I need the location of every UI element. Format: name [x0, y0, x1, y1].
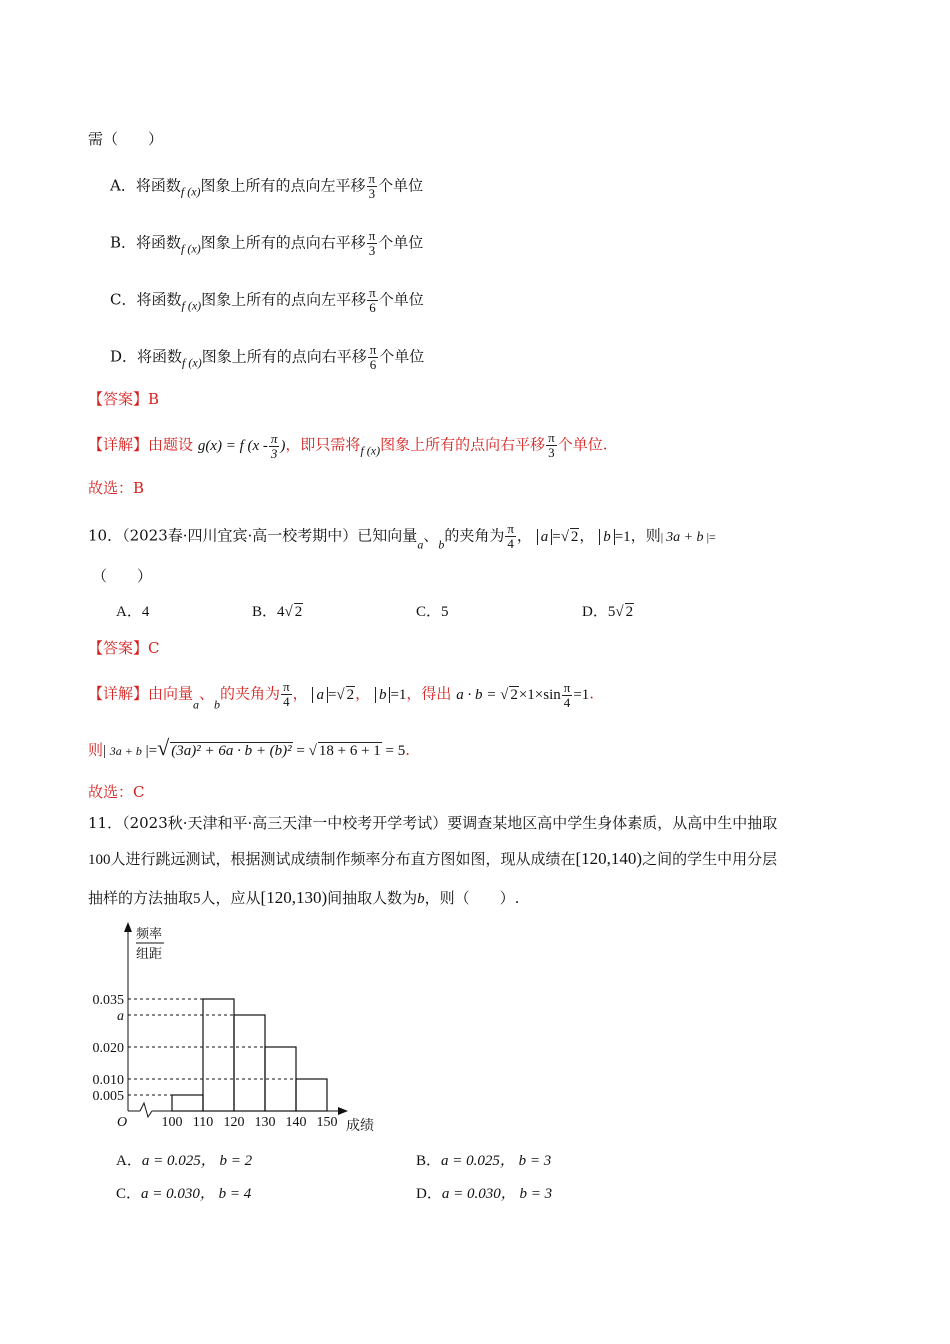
x-axis-arrow — [338, 1107, 348, 1115]
b-magnitude: b =1 — [375, 687, 406, 703]
option-letter: D． — [110, 347, 138, 366]
q9-option-c: C．将函数$_{f (x)}$图象上所有的点向左平移 $\frac{\pi}{6}$ 个单位 — [110, 285, 424, 315]
x-tick-label: 130 — [254, 1115, 276, 1130]
option-letter: B． — [110, 233, 137, 252]
q9-choice: 故选：B — [88, 479, 145, 497]
x-tick-label: 150 — [316, 1115, 338, 1130]
q11-line1: 11．（2023秋·天津和平·高三天津一中校考开学考试）要调查某地区高中学生身体素质，从高中生中抽取 — [88, 814, 778, 832]
q9-answer: 【答案】B — [88, 390, 160, 408]
q11-line3: 抽样的方法抽取5人，应从[120,130)间抽取人数为b，则（ ）. — [88, 888, 520, 907]
y-tick-label: 0.020 — [92, 1041, 124, 1056]
option-letter: A． — [110, 176, 136, 195]
y-tick-label: 0.035 — [92, 993, 124, 1008]
histogram-bar — [234, 1015, 265, 1111]
q10-stem: 10．（2023春·四川宜宾·高一校考期中）已知向量$_a$、$_b$的夹角为 $\frac{\pi}{4}$ ， a =√ 2， b =1，则| 3a + b |= — [88, 521, 716, 552]
y-tick-label: 0.010 — [92, 1073, 124, 1088]
q10-option-d: D．5√ 2 — [582, 604, 634, 620]
q9-option-a: A．将函数$_{f (x)}$图象上所有的点向左平移 $\frac{\pi}{3}$ 个单位 — [110, 171, 424, 201]
x-tick-label: 110 — [192, 1115, 214, 1130]
fraction: $\frac{\pi}{3}$ — [368, 228, 376, 258]
axis-break — [140, 1103, 152, 1117]
q11-option-a: A．a = 0.025， b = 2 — [116, 1153, 253, 1169]
a-magnitude: a =√ 2 — [312, 687, 355, 703]
histogram-bar — [296, 1079, 327, 1111]
q10-paren: （ ） — [92, 567, 153, 585]
b-magnitude: b =1 — [599, 529, 630, 545]
q10-option-b: B．4√ 2 — [252, 604, 303, 620]
q9-option-b: B．将函数$_{f (x)}$图象上所有的点向右平移 $\frac{\pi}{3}$ 个单位 — [110, 228, 424, 258]
fx: f (x) — [181, 241, 201, 256]
magnitude-formula: | 3a + b |=√ (3a)² + 6a · b + (b)² = √ 18 + 6 + 1 = 5 — [103, 735, 406, 760]
q9-option-d: D．将函数$_{f (x)}$图象上所有的点向右平移 $\frac{\pi}{6}$ 个单位 — [110, 342, 425, 372]
q11-line2: 100人进行跳远测试，根据测试成绩制作频率分布直方图如图，现从成绩在[120,140)之间的学生中用分层 — [88, 849, 778, 868]
fraction: $\frac{\pi}{6}$ — [369, 285, 376, 315]
y-tick-label: 0.005 — [92, 1089, 124, 1104]
histogram-bar — [203, 999, 234, 1111]
y-axis-label-bottom: 组距 — [136, 946, 163, 961]
detail-equation: g(x) = f (x - $\frac{\pi}{3}$ ) — [197, 430, 286, 461]
q10-detail-2: 则| 3a + b |=√ (3a)² + 6a · b + (b)² = √ 18 + 6 + 1 = 5. — [88, 735, 411, 760]
q11-option-c: C．a = 0.030， b = 4 — [116, 1186, 252, 1202]
fraction: $\frac{\pi}{6}$ — [369, 342, 377, 372]
origin-label: O — [116, 1115, 128, 1130]
a-magnitude: a =√ 2 — [537, 529, 580, 545]
detail-label: 【详解】 — [88, 435, 149, 454]
q10-answer: 【答案】C — [88, 639, 160, 657]
q9-detail: 【详解】由题设 g(x) = f (x - $\frac{\pi}{3}$ )，即只需将$_{f (x)}$图象上所有的点向右平移 $\frac{\pi}{3}$ 个单位. — [88, 430, 608, 461]
option-letter: C． — [110, 290, 137, 309]
question-number: 11． — [88, 814, 123, 832]
fx: f (x) — [181, 298, 202, 313]
y-axis-arrow — [124, 922, 132, 932]
q10-detail: 【详解】由向量$_a$、$_b$的夹角为 $\frac{\pi}{4}$ ， a =√ 2， b =1，得出 a · b = √ 2×1×sin $\frac{\pi}{4}$ =1. — [88, 679, 595, 712]
fraction: $\frac{\pi}{4}$ — [283, 679, 290, 709]
x-axis-label: 成绩 — [346, 1119, 374, 1134]
fraction: $\frac{\pi}{4}$ — [507, 521, 514, 551]
x-tick-label: 100 — [161, 1115, 183, 1130]
fx: f (x) — [180, 184, 201, 199]
fx: f (x) — [360, 443, 381, 458]
q9-tail: 需（ ） — [88, 130, 164, 148]
q10-choice: 故选：C — [88, 783, 145, 801]
x-tick-label: 140 — [285, 1115, 307, 1130]
y-tick-label: a — [117, 1009, 124, 1024]
histogram-bar — [172, 1095, 203, 1111]
q10-option-a: A．4 — [116, 604, 150, 620]
fx: f (x) — [182, 355, 202, 370]
x-tick-label: 120 — [223, 1115, 245, 1130]
question-number: 10． — [88, 526, 123, 545]
fraction: $\frac{\pi}{3}$ — [368, 171, 376, 201]
q10-option-c: C．5 — [416, 604, 449, 620]
target-expression: | 3a + b |= — [660, 529, 716, 545]
y-axis-label-top: 频率 — [136, 926, 163, 941]
detail-label: 【详解】 — [88, 684, 149, 703]
frequency-histogram — [80, 920, 380, 1140]
fraction: $\frac{\pi}{3}$ — [548, 430, 555, 460]
q11-option-b: B．a = 0.025， b = 3 — [416, 1153, 552, 1169]
q11-option-d: D．a = 0.030， b = 3 — [416, 1186, 553, 1202]
dot-product: a · b = √ 2×1×sin $\frac{\pi}{4}$ =1 — [456, 679, 590, 710]
